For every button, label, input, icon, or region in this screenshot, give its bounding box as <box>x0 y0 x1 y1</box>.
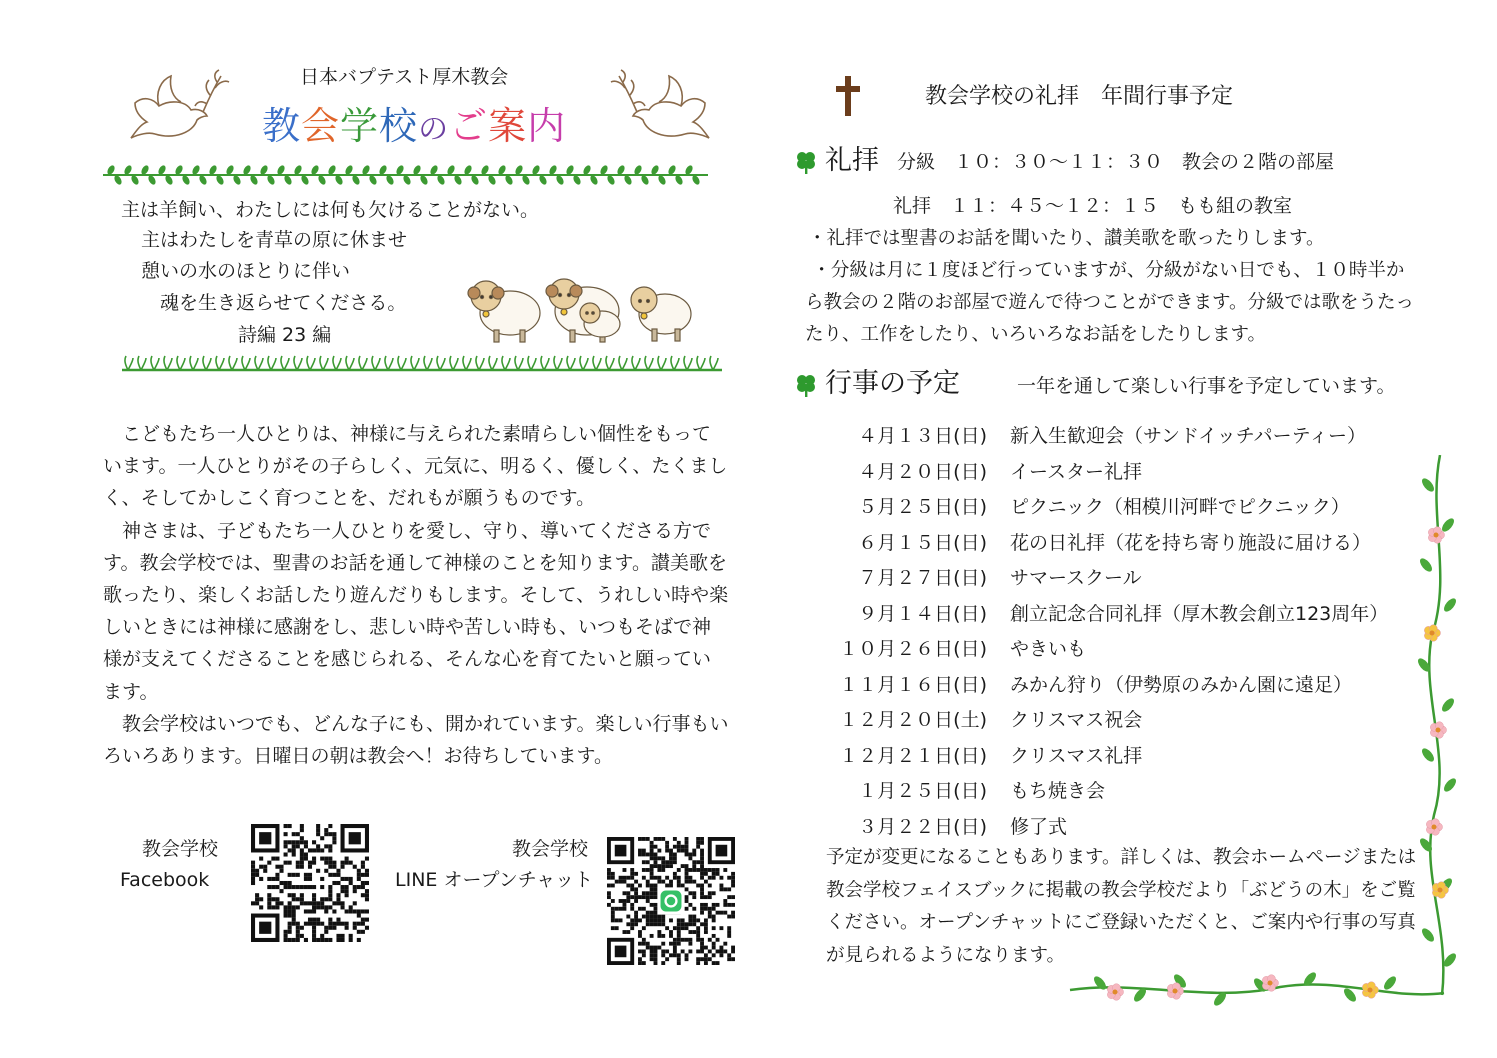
event-name: ピクニック（相模川河畔でピクニック） <box>1010 496 1350 518</box>
clover-icon <box>794 373 818 397</box>
events-subtitle: 一年を通して楽しい行事を予定しています。 <box>1017 375 1396 397</box>
paragraph-1: こどもたち一人ひとりは、神様に与えられた素晴らしい個性をもっています。一人ひとりがその子らしく、元気に、明るく、優しく、たくましく、そしてかしこく育つことを、だれもが願うものです。 <box>103 423 728 510</box>
paragraph-2: 神さまは、子どもたち一人ひとりを愛し、守り、導いてくださる方です。教会学校では、聖書のお話を通して神様のことを知ります。讃美歌を歌ったり、楽しくお話したり遊んだりもします。そして、うれしい時や楽しいときには神様に感謝をし、悲しい時や苦しい時も、いつもそばで神様が支えてくださることを感じられる、そんな心を育てたいと願っています。 <box>103 519 729 703</box>
worship-bullet-1: ・礼拝では聖書のお話を聞いたり、讃美歌を歌ったりします。 <box>808 228 1325 249</box>
event-name: 創立記念合同礼拝（厚木教会創立123周年） <box>1010 602 1389 625</box>
event-name: やきいも <box>1010 638 1087 660</box>
event-date: ４月２０日(日) <box>858 460 987 483</box>
verse-line-2: 主はわたしを青草の原に休ませ <box>141 229 408 251</box>
verse-line-1: 主は羊飼い、わたしには何も欠けることがない。 <box>121 199 540 221</box>
event-date: １２月２１日(日) <box>839 744 987 767</box>
flower-vine-decoration <box>1060 455 1460 1015</box>
event-name: クリスマス祝会 <box>1010 709 1143 731</box>
event-name: 修了式 <box>1010 815 1068 838</box>
event-date: ４月１３日(日) <box>858 425 987 447</box>
facebook-qr-label-2: Facebook <box>120 869 210 891</box>
church-name: 日本バプテスト厚木教会 <box>300 66 509 88</box>
sheep-illustration <box>462 268 697 346</box>
dove-left-icon <box>125 68 235 148</box>
vine-divider-top <box>103 165 708 185</box>
verse-citation: 詩編 23 編 <box>238 324 332 346</box>
grass-divider <box>122 354 722 378</box>
clover-icon <box>794 150 818 174</box>
worship-bullet-2: ・分級は月に１度ほど行っていますが、分級がない日でも、１０時半から教会の２階のお部屋で遊んで待つことができます。分級では歌をうたったり、工作をしたり、いろいろなお話をしたりします。 <box>805 260 1415 345</box>
title-char: ご <box>449 104 489 148</box>
notice-text: 予定が変更になることもあります。詳しくは、教会ホームページまたは教会学校フェイスブックに掲載の教会学校だより「ぶどうの木」をご覧ください。オープンチャットにご登録いただくと、ご案内や行事の写真が見られるようになります。 <box>826 847 1417 966</box>
event-name: もち焼き会 <box>1010 780 1106 802</box>
event-date: ３月２２日(日) <box>858 815 987 838</box>
worship-title: 礼拝 <box>825 145 879 176</box>
worship-schedule-line-1: 分級 １０：３０～１１：３０ 教会の２階の部屋 <box>897 151 1335 173</box>
schedule-header: 教会学校の礼拝 年間行事予定 <box>925 84 1234 109</box>
event-date: １月２５日(日) <box>858 780 987 802</box>
event-date: １０月２６日(日) <box>839 638 987 660</box>
event-name: クリスマス礼拝 <box>1010 744 1143 767</box>
page-title <box>262 104 566 150</box>
intro-text <box>103 418 729 772</box>
event-date: １２月２０日(土) <box>839 709 987 731</box>
line-openchat-qr-code[interactable] <box>607 837 735 965</box>
event-name: みかん狩り（伊勢原のみかん園に遠足） <box>1010 673 1353 696</box>
title-char: 教 <box>262 104 302 148</box>
title-char: 会 <box>301 104 341 148</box>
title-char: の <box>418 112 450 147</box>
event-date: ６月１５日(日) <box>858 531 987 554</box>
event-name: 新入生歓迎会（サンドイッチパーティー） <box>1010 425 1367 447</box>
event-name: イースター礼拝 <box>1010 460 1143 483</box>
line-qr-label-1: 教会学校 <box>512 838 589 860</box>
events-title: 行事の予定 <box>825 368 960 399</box>
event-name: サマースクール <box>1010 567 1142 589</box>
verse-line-4: 魂を生き返らせてくださる。 <box>160 292 407 314</box>
verse-line-3: 憩いの水のほとりに伴い <box>141 260 351 282</box>
event-name: 花の日礼拝（花を持ち寄り施設に届ける） <box>1010 531 1372 554</box>
event-date: ９月１４日(日) <box>858 602 987 625</box>
title-char: 校 <box>379 104 419 148</box>
facebook-qr-code[interactable] <box>251 824 369 942</box>
facebook-qr-label-1: 教会学校 <box>142 838 219 860</box>
dove-right-icon <box>605 68 715 148</box>
paragraph-3: 教会学校はいつでも、どんな子にも、開かれています。楽しい行事もいろいろあります。日曜日の朝は教会へ！お待ちしています。 <box>103 712 729 768</box>
cross-icon <box>836 76 860 116</box>
worship-schedule-line-2: 礼拝 １１：４５～１２：１５ もも組の教室 <box>893 195 1293 217</box>
title-char: 案 <box>488 104 528 148</box>
event-date: １１月１６日(日) <box>839 673 987 696</box>
title-char: 学 <box>340 104 380 148</box>
event-date: ５月２５日(日) <box>858 496 987 518</box>
line-qr-label-2: LINE オープンチャット <box>395 869 594 891</box>
title-char: 内 <box>527 104 567 148</box>
event-date: ７月２７日(日) <box>858 567 987 589</box>
